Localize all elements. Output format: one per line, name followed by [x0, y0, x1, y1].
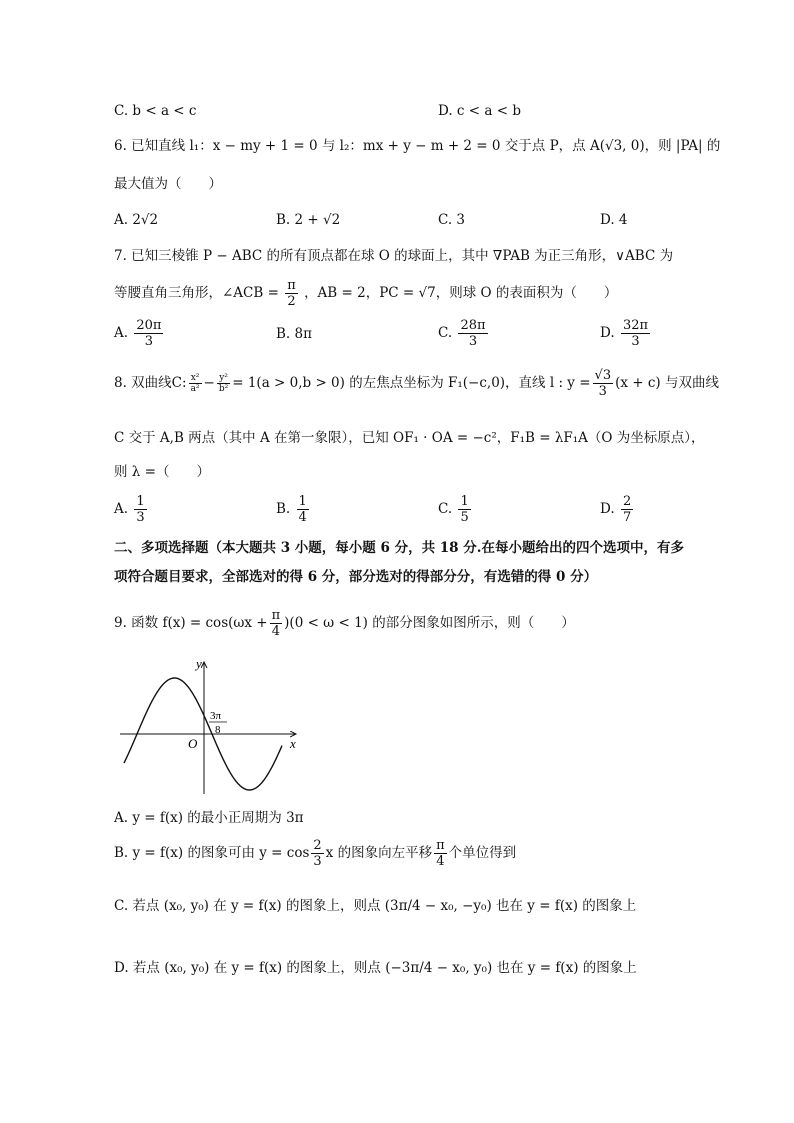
q8-a2: a² — [190, 384, 200, 394]
q9-option-b — [114, 836, 516, 870]
q8-b-fraction: $\frac{1}{4}$ — [298, 494, 307, 525]
q9-b-pi: π — [436, 838, 445, 853]
q5-option-d: D. c < a < b — [438, 103, 521, 119]
q7-option-d: D. $\frac{32\pi}{3}$ — [600, 318, 649, 349]
tick-label-num: 3π — [210, 710, 222, 722]
q8-option-b: B. $\frac{1}{4}$ — [276, 494, 307, 525]
q9-option-b-b: x 的图象向左平移 — [325, 845, 433, 861]
q7-option-b: B. 8π — [276, 326, 312, 342]
q9-option-c: C. 若点 (x₀, y₀) 在 y = f(x) 的图象上，则点 (3π/4 − x₀, −y₀) 也在 y = f(x) 的图象上 — [114, 898, 637, 914]
q8-x2: x² — [189, 373, 202, 384]
q5-option-c: C. b < a < c — [114, 103, 197, 119]
q8-option-c: C. $\frac{1}{5}$ — [438, 494, 469, 525]
section2-heading-line2: 项符合题目要求，全部选对的得 6 分，部分选对的得部分分，有选错的得 0 分） — [114, 569, 598, 585]
q8-stem-line3: 则 λ =（ ） — [114, 464, 210, 480]
origin-label: O — [188, 736, 198, 751]
q8-y2: y² — [217, 373, 230, 384]
q9-b-den: 3 — [313, 854, 322, 869]
q9-option-d: D. 若点 (x₀, y₀) 在 y = f(x) 的图象上，则点 (−3π/4 − x₀, y₀) 也在 y = f(x) 的图象上 — [114, 960, 637, 976]
q8-stem-line1-b: = 1(a > 0,b > 0) 的左焦点坐标为 F₁(−c,0)，直线 l : y = — [232, 375, 591, 391]
q7-option-c: C. $\frac{28\pi}{3}$ — [438, 318, 486, 349]
q7-d-den: 3 — [631, 334, 640, 349]
q8-stem-line1-c: (x + c) 与双曲线 — [615, 375, 719, 391]
q8-b2: b² — [218, 384, 229, 394]
q6-stem-line1: 6. 已知直线 l₁：x − my + 1 = 0 与 l₂：mx + y − m + 2 = 0 交于点 P，点 A(√3, 0)，则 |PA| 的 — [114, 138, 721, 154]
q8-stem-line1: 8. 双曲线C: $\frac{\text{x²}}{\text{a²}}$ − $\frac{\text{y²}}{\text{b²}}$ = 1(a > 0,b > 0) 的左焦点坐标为 F₁(−c,0)，直线 l : y = $\frac{√3}{3}$ (x + c) 与双曲线 — [114, 368, 719, 399]
q9-stem-b: )(0 < ω < 1) 的部分图象如图所示，则（ ） — [284, 615, 575, 631]
q9-option-b-a: B. y = f(x) 的图象可由 y = cos — [114, 845, 310, 861]
q9-b-four: 4 — [436, 854, 445, 869]
q6-option-b: B. 2 + √2 — [276, 212, 341, 228]
q7-a-num: 20π — [136, 318, 162, 333]
q9-pi: π — [271, 608, 281, 623]
q8-d-fraction: $\frac{2}{7}$ — [622, 494, 632, 525]
q6-option-a: A. 2√2 — [114, 212, 159, 228]
q7-angle-fraction — [285, 278, 298, 309]
q6-option-c: C. 3 — [438, 212, 466, 228]
x-axis-label: x — [290, 736, 296, 751]
q6-option-d: D. 4 — [600, 212, 628, 228]
q8-a-fraction: $\frac{1}{3}$ — [136, 494, 145, 525]
q7-stem-line2-b: ，AB = 2，PC = √7，则球 O 的表面积为（ ） — [304, 285, 618, 301]
q9-b-num: 2 — [313, 838, 322, 853]
q8-stem-line1-a: 8. 双曲线C: — [114, 375, 187, 391]
section2-heading-line1: 二、多项选择题（本大题共 3 小题，每小题 6 分，共 18 分.在每小题给出的四个选项中，有多 — [114, 540, 684, 556]
q9-function-graph — [116, 656, 306, 796]
q8-c-fraction: $\frac{1}{5}$ — [460, 494, 469, 525]
q9-stem — [114, 606, 575, 640]
q7-stem-line1: 7. 已知三棱锥 P − ABC 的所有顶点都在球 O 的球面上，其中 ∇PAB 为正三角形，∨ABC 为 — [114, 248, 674, 264]
q7-c-den: 3 — [468, 334, 478, 349]
q7-d-num: 32π — [622, 318, 649, 333]
q7-option-a: A. $\frac{20\pi}{3}$ — [114, 318, 162, 349]
q9-option-b-c: 个单位得到 — [448, 845, 517, 861]
q7-a-den: 3 — [144, 334, 154, 349]
q7-stem-line2 — [114, 276, 617, 310]
q9-option-a: A. y = f(x) 的最小正周期为 3π — [114, 810, 304, 826]
tick-label-den: 8 — [215, 724, 221, 736]
q9-four: 4 — [271, 624, 281, 639]
q8-slope-den: 3 — [598, 384, 607, 399]
q7-angle-num: π — [287, 278, 296, 293]
q8-option-d: D. $\frac{2}{7}$ — [600, 494, 632, 525]
q8-option-a: A. $\frac{1}{3}$ — [114, 494, 145, 525]
q7-b-value: 8π — [294, 326, 312, 342]
q6-stem-line2: 最大值为（ ） — [114, 176, 222, 192]
q7-angle-den: 2 — [287, 294, 296, 309]
y-axis-label: y — [196, 656, 202, 671]
q7-stem-line2-a: 等腰直角三角形，∠ACB = — [114, 285, 279, 301]
q9-stem-a: 9. 函数 f(x) = cos(ωx + — [114, 615, 268, 631]
q8-stem-line2: C 交于 A,B 两点（其中 A 在第一象限），已知 OF₁ · OA = −c²，F₁B = λF₁A（O 为坐标原点）， — [114, 430, 705, 446]
q7-c-num: 28π — [460, 318, 486, 333]
q8-slope-num: √3 — [594, 368, 612, 383]
